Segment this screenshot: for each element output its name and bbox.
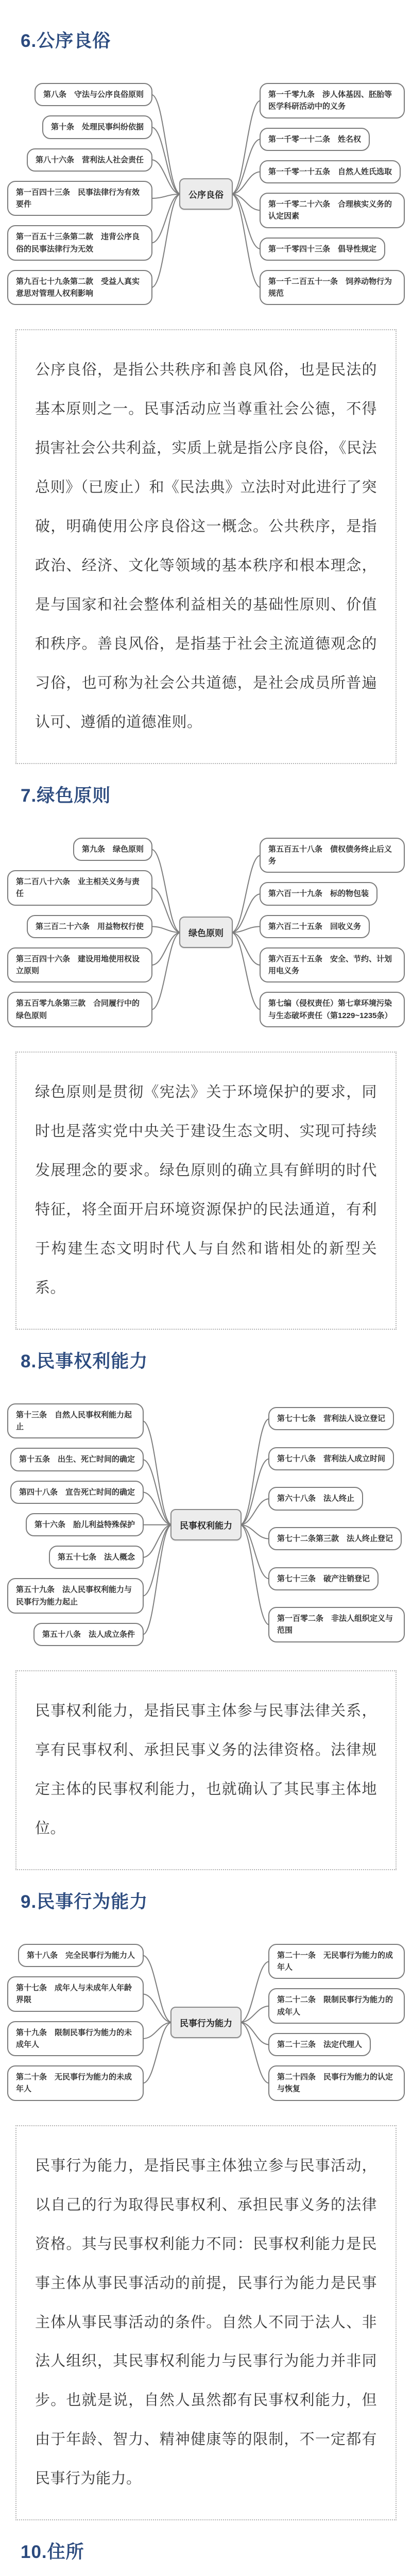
mindmap-node: 第二百八十六条 业主相关义务与责任 bbox=[7, 870, 152, 906]
mindmap-center-column bbox=[179, 78, 233, 310]
mindmap-right-column bbox=[242, 1939, 405, 2106]
section-domicile bbox=[0, 2538, 412, 2576]
mindmap-node: 第八十六条 营利法人社会责任 bbox=[27, 148, 152, 172]
mindmap-node: 第二十二条 限制民事行为能力的成年人 bbox=[268, 1988, 405, 2024]
mindmap-node: 第四十八条 宣告死亡时间的确定 bbox=[10, 1481, 144, 1504]
mindmap-node: 第二十条 无民事行为能力的未成年人 bbox=[7, 2065, 144, 2101]
mindmap-node: 第一千二百五十一条 饲养动物行为规范 bbox=[260, 270, 405, 306]
definition-text: 绿色原则是贯彻《宪法》关于环境保护的要求，同时也是落实党中央关于建设生态文明、实现可持续发展理念的要求。绿色原则的确立具有鲜明的时代特征，将全面开启环境资源保护的民法通道，有利于构建生态文明时代人与自然和谐相处的新型关系。 bbox=[35, 1083, 377, 1296]
definition-text: 民事行为能力，是指民事主体独立参与民事活动，以自己的行为取得民事权利、承担民事义务的法律资格。其与民事权利能力不同：民事权利能力是民事主体从事民事活动的前提，民事行为能力是民事主体从事民事活动的条件。自然人不同于法人、非法人组织，其民事权利能力与民事行为能力并非同步。也就是说，自然人虽然都有民事权利能力，但由于年龄、智力、精神健康等的限制，不一定都有民事行为能力。 bbox=[35, 2157, 377, 2487]
mindmap-node: 第一百零二条 非法人组织定义与范围 bbox=[268, 1607, 405, 1642]
mindmap-node: 第五十八条 法人成立条件 bbox=[33, 1623, 144, 1646]
mindmap-center-node: 民事权利能力 bbox=[170, 1509, 242, 1540]
mindmap-node: 第五百五十八条 债权债务终止后义务 bbox=[260, 838, 405, 873]
mindmap-left-column bbox=[7, 1399, 170, 1651]
mindmap-node: 第六百五十五条 安全、节约、计划用电义务 bbox=[260, 947, 405, 983]
mindmap-node: 第二十一条 无民事行为能力的成年人 bbox=[268, 1944, 405, 1979]
definition-box bbox=[15, 2125, 397, 2521]
mindmap-node: 第七十三条 破产注销登记 bbox=[268, 1567, 379, 1590]
definition-box bbox=[15, 329, 397, 764]
mindmap-node: 第二十四条 民事行为能力的认定与恢复 bbox=[268, 2065, 405, 2101]
mindmap-center-node: 绿色原则 bbox=[179, 917, 233, 948]
mindmap-node: 第十八条 完全民事行为能力人 bbox=[18, 1944, 144, 1967]
mindmap-node: 第九百七十九条第二款 受益人真实意思对管理人权利影响 bbox=[7, 270, 152, 306]
mindmap-node: 第七编（侵权责任）第七章环境污染与生态破坏责任（第1229~1235条） bbox=[260, 992, 405, 1027]
mindmap-node: 第五十七条 法人概念 bbox=[49, 1546, 144, 1569]
mindmap-node: 第三百二十六条 用益物权行使 bbox=[27, 915, 152, 938]
mindmap-green-principle bbox=[0, 831, 412, 1034]
mindmap-node: 第一千零九条 涉人体基因、胚胎等医学科研活动中的义务 bbox=[260, 83, 405, 118]
section-heading: 8.民事权利能力 bbox=[21, 1351, 148, 1371]
mindmap-right-column bbox=[242, 1399, 405, 1651]
mindmap-node: 第八条 守法与公序良俗原则 bbox=[35, 83, 152, 106]
mindmap-center-node: 民事行为能力 bbox=[170, 2007, 242, 2038]
mindmap-node: 第五十九条 法人民事权利能力与民事行为能力起止 bbox=[7, 1578, 144, 1614]
mindmap-right-column bbox=[233, 833, 405, 1032]
mindmap-node: 第一千零一十五条 自然人姓氏选取 bbox=[260, 160, 401, 183]
mindmap-node: 第十七条 成年人与未成年人年龄界限 bbox=[7, 1976, 144, 2012]
definition-box bbox=[15, 1052, 397, 1330]
mindmap-node: 第十条 处理民事纠纷依据 bbox=[42, 115, 152, 139]
mindmap-left-column bbox=[7, 1939, 170, 2106]
mindmap-node: 第十九条 限制民事行为能力的未成年人 bbox=[7, 2021, 144, 2057]
section-heading: 6.公序良俗 bbox=[21, 31, 111, 51]
mindmap-node: 第一百四十三条 民事法律行为有效要件 bbox=[7, 181, 152, 216]
mindmap-node: 第六百二十五条 回收义务 bbox=[260, 915, 370, 938]
mindmap-public-order bbox=[0, 76, 412, 312]
mindmap-center-column bbox=[179, 833, 233, 1032]
mindmap-node: 第十六条 胎儿利益特殊保护 bbox=[26, 1513, 144, 1536]
mindmap-node: 第九条 绿色原则 bbox=[73, 838, 152, 861]
mindmap-node: 第十三条 自然人民事权利能力起止 bbox=[7, 1403, 144, 1439]
mindmap-center-column bbox=[170, 1939, 242, 2106]
section-heading: 9.民事行为能力 bbox=[21, 1891, 148, 1912]
mindmap-center-node: 公序良俗 bbox=[179, 178, 233, 210]
section-public-order-good-customs bbox=[0, 27, 412, 764]
mindmap-node: 第一百五十三条第二款 违背公序良俗的民事法律行为无效 bbox=[7, 225, 152, 261]
mindmap-node: 第一千零一十二条 姓名权 bbox=[260, 128, 370, 151]
mindmap-civil-rights-capacity bbox=[0, 1397, 412, 1653]
mindmap-node: 第六十八条 法人终止 bbox=[268, 1487, 363, 1510]
mindmap-node: 第二十三条 法定代理人 bbox=[268, 2033, 371, 2056]
definition-text: 公序良俗，是指公共秩序和善良风俗，也是民法的基本原则之一。民事活动应当尊重社会公德，不得损害社会公共利益，实质上就是指公序良俗，《民法总则》（已废止）和《民法典》立法时对此进行了突破，明确使用公序良俗这一概念。公共秩序，是指政治、经济、文化等领域的基本秩序和根本理念，是与国家和社会整体利益相关的基础性原则、价值和秩序。善良风俗，是指基于社会主流道德观念的习俗，也可称为社会公共道德，是社会成员所普遍认可、遵循的道德准则。 bbox=[35, 362, 377, 731]
mindmap-node: 第三百四十六条 建设用地使用权设立原则 bbox=[7, 947, 152, 983]
mindmap-node: 第七十二条第三款 法人终止登记 bbox=[268, 1527, 402, 1550]
mindmap-node: 第五百零九条第三款 合同履行中的绿色原则 bbox=[7, 992, 152, 1027]
section-green-principle bbox=[0, 782, 412, 1330]
mindmap-node: 第七十七条 营利法人设立登记 bbox=[268, 1407, 394, 1430]
definition-text: 民事权利能力，是指民事主体参与民事法律关系，享有民事权利、承担民事义务的法律资格。法律规定主体的民事权利能力，也就确认了其民事主体地位。 bbox=[35, 1703, 377, 1837]
mindmap-node: 第一千零二十六条 合理核实义务的认定因素 bbox=[260, 193, 405, 228]
mindmap-civil-conduct-capacity bbox=[0, 1937, 412, 2108]
definition-box bbox=[15, 1670, 397, 1870]
mindmap-center-column bbox=[170, 1399, 242, 1651]
section-heading: 7.绿色原则 bbox=[21, 785, 111, 806]
mindmap-node: 第六百一十九条 标的物包装 bbox=[260, 882, 377, 905]
section-civil-conduct-capacity bbox=[0, 1888, 412, 2520]
mindmap-node: 第十五条 出生、死亡时间的确定 bbox=[10, 1448, 144, 1471]
section-heading: 10.住所 bbox=[21, 2542, 84, 2563]
mindmap-node: 第七十八条 营利法人成立时间 bbox=[268, 1447, 394, 1470]
mindmap-right-column bbox=[233, 78, 405, 310]
section-civil-rights-capacity bbox=[0, 1347, 412, 1870]
mindmap-node: 第一千零四十三条 倡导性规定 bbox=[260, 238, 385, 261]
mindmap-left-column bbox=[7, 78, 179, 310]
mindmap-left-column bbox=[7, 833, 179, 1032]
